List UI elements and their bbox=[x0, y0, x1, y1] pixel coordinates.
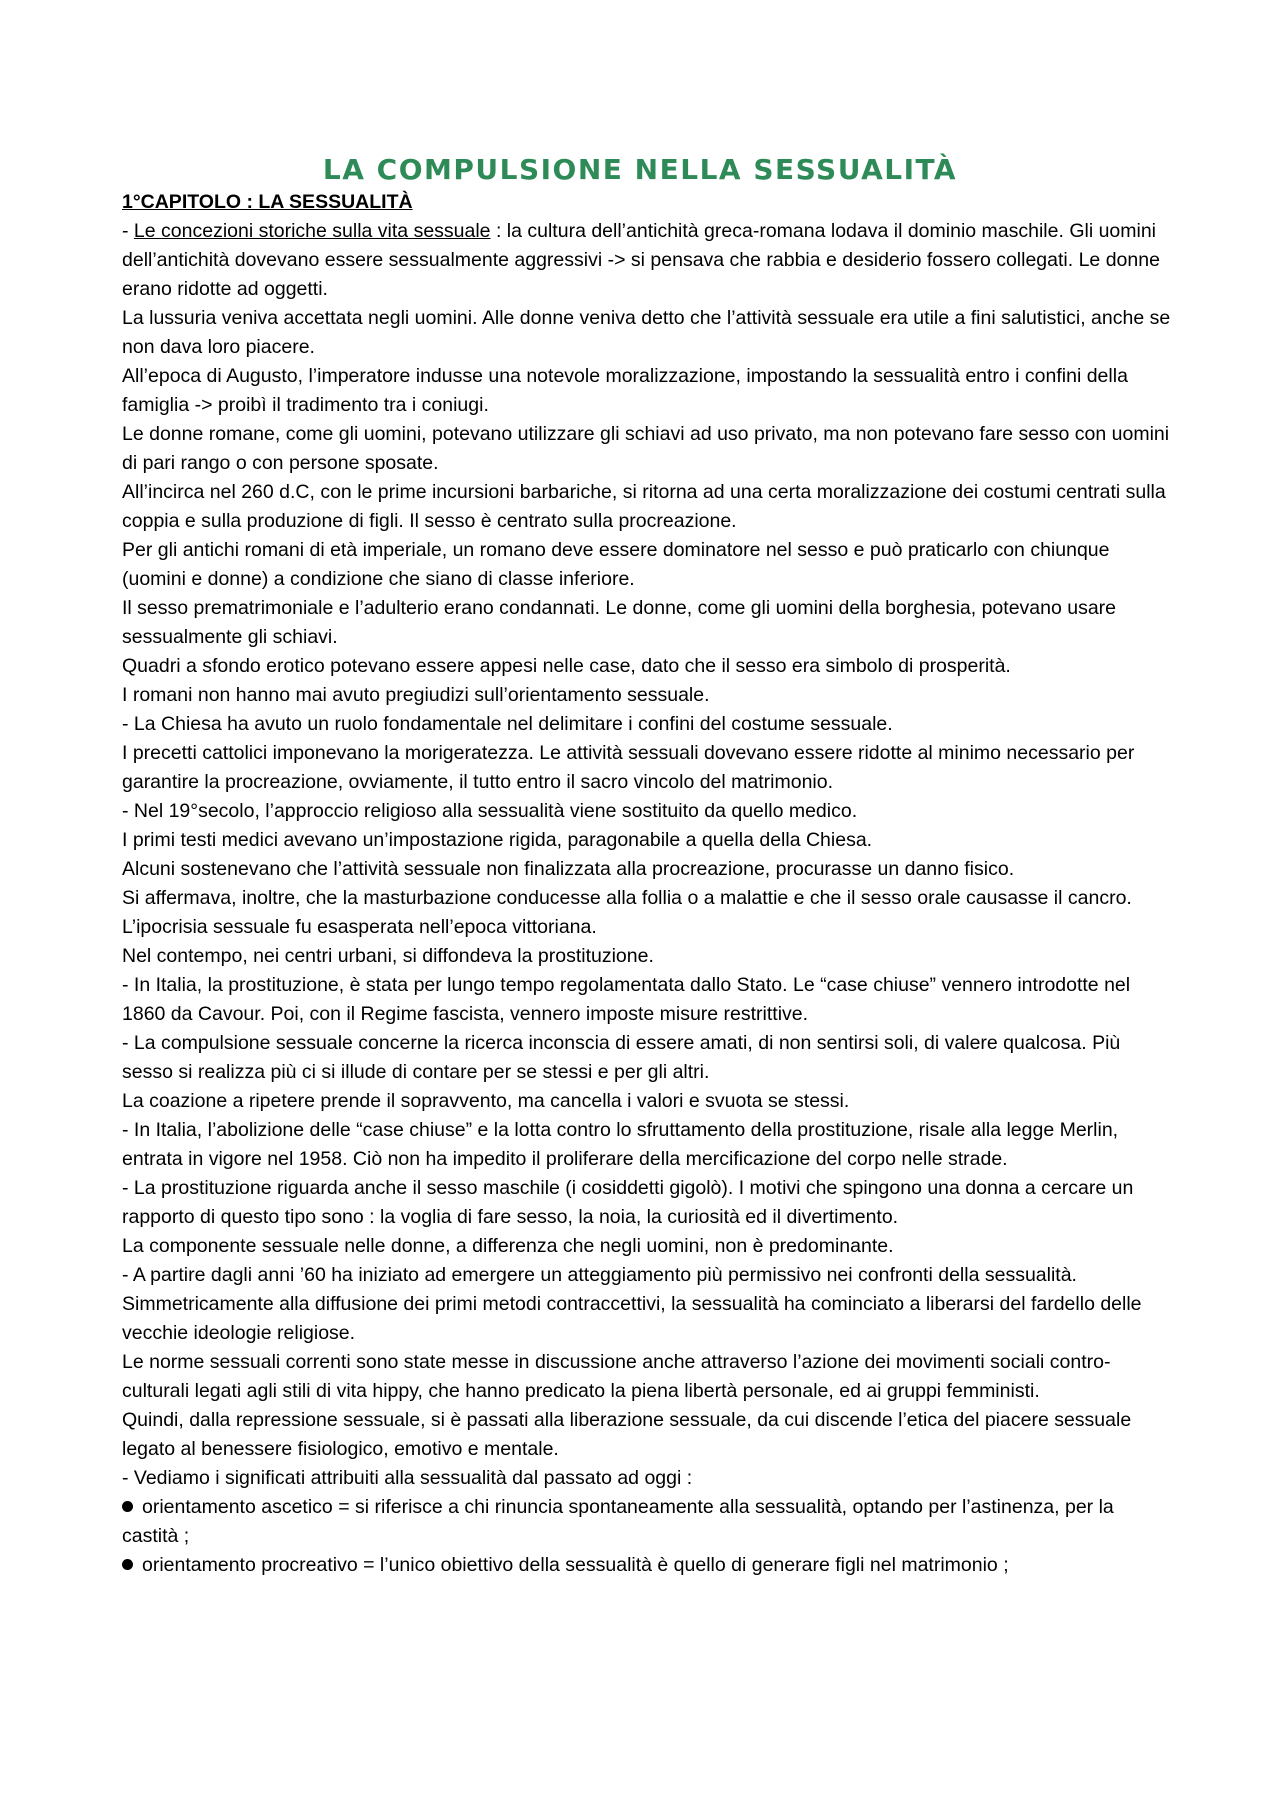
paragraph-text: : la cultura dell’antichità greca-romana lodava il dominio maschile. Gli uomini dell’antichità dovevano essere sessualmente aggressivi -> si pensava che rabbia e desiderio fossero collegati. Le donne erano ridotte ad oggetti. bbox=[122, 220, 1160, 300]
underlined-topic: Le concezioni storiche sulla vita sessuale bbox=[133, 220, 491, 242]
paragraph: - In Italia, l’abolizione delle “case chiuse” e la lotta contro lo sfruttamento della prostituzione, risale alla legge Merlin, entrata in vigore nel 1958. Ciò non ha impedito il proliferare della mercificazione del corpo nelle strade. bbox=[122, 1119, 1119, 1170]
bullet-text: orientamento procreativo = l’unico obiettivo della sessualità è quello di generare figli nel matrimonio ; bbox=[142, 1554, 1009, 1576]
bullet-text: orientamento ascetico = si riferisce a chi rinuncia spontaneamente alla sessualità, optando per l’astinenza, per la castità ; bbox=[122, 1496, 1114, 1547]
paragraph: - La compulsione sessuale concerne la ricerca inconscia di essere amati, di non sentirsi soli, di valere qualcosa. Più sesso si realizza più ci si illude di contare per se stessi e per gli altri. bbox=[122, 1032, 1121, 1083]
chapter-heading: 1°CAPITOLO : LA SESSUALITÀ bbox=[122, 191, 413, 213]
paragraph: Nel contempo, nei centri urbani, si diffondeva la prostituzione. bbox=[122, 945, 654, 967]
paragraph-prefix: - bbox=[122, 220, 134, 242]
paragraph: - La Chiesa ha avuto un ruolo fondamentale nel delimitare i confini del costume sessuale. bbox=[122, 713, 893, 735]
paragraph: All’incirca nel 260 d.C, con le prime incursioni barbariche, si ritorna ad una certa moralizzazione dei costumi centrati sulla coppia e sulla produzione di figli. Il sesso è centrato sulla procreazione. bbox=[122, 481, 1166, 532]
paragraph: All’epoca di Augusto, l’imperatore indusse una notevole moralizzazione, impostando la sessualità entro i confini della famiglia -> proibì il tradimento tra i coniugi. bbox=[122, 365, 1128, 416]
paragraph: I primi testi medici avevano un’impostazione rigida, paragonabile a quella della Chiesa. bbox=[122, 829, 873, 851]
paragraph: I precetti cattolici imponevano la morigeratezza. Le attività sessuali dovevano essere ridotte al minimo necessario per garantire la procreazione, ovviamente, il tutto entro il sacro vincolo del matrimonio. bbox=[122, 742, 1135, 793]
bullet-item bbox=[122, 1493, 1172, 1551]
paragraph: Il sesso prematrimoniale e l’adulterio erano condannati. Le donne, come gli uomini della borghesia, potevano usare sessualmente gli schiavi. bbox=[122, 597, 1117, 648]
paragraph: La lussuria veniva accettata negli uomini. Alle donne veniva detto che l’attività sessuale era utile a fini salutistici, anche se non dava loro piacere. bbox=[122, 307, 1171, 358]
paragraph: Per gli antichi romani di età imperiale, un romano deve essere dominatore nel sesso e può praticarlo con chiunque (uomini e donne) a condizione che siano di classe inferiore. bbox=[122, 539, 1110, 590]
paragraph: La componente sessuale nelle donne, a differenza che negli uomini, non è predominante. bbox=[122, 1235, 894, 1257]
bullet-list bbox=[122, 1493, 1172, 1580]
paragraph-list bbox=[122, 304, 1172, 1493]
paragraph: - La prostituzione riguarda anche il sesso maschile (i cosiddetti gigolò). I motivi che spingono una donna a cercare un rapporto di questo tipo sono : la voglia di fare sesso, la noia, la curiosità ed il divertimento. bbox=[122, 1177, 1134, 1228]
paragraph: - Vediamo i significati attribuiti alla sessualità dal passato ad oggi : bbox=[122, 1467, 693, 1489]
paragraph: La coazione a ripetere prende il sopravvento, ma cancella i valori e svuota se stessi. bbox=[122, 1090, 850, 1112]
paragraph: - In Italia, la prostituzione, è stata per lungo tempo regolamentata dallo Stato. Le “case chiuse” vennero introdotte nel 1860 da Cavour. Poi, con il Regime fascista, vennero imposte misure restrittive. bbox=[122, 974, 1131, 1025]
document-body bbox=[122, 188, 1172, 1580]
paragraph: - Nel 19°secolo, l’approccio religioso alla sessualità viene sostituito da quello medico. bbox=[122, 800, 858, 822]
document-title: LA COMPULSIONE NELLA SESSUALITÀ bbox=[322, 153, 958, 186]
paragraph: Si affermava, inoltre, che la masturbazione conducesse alla follia o a malattie e che il sesso orale causasse il cancro. bbox=[122, 887, 1132, 909]
paragraph: Le donne romane, come gli uomini, potevano utilizzare gli schiavi ad uso privato, ma non potevano fare sesso con uomini di pari rango o con persone sposate. bbox=[122, 423, 1170, 474]
bullet-item bbox=[122, 1551, 1172, 1580]
paragraph: - A partire dagli anni ’60 ha iniziato ad emergere un atteggiamento più permissivo nei confronti della sessualità. Simmetricamente alla diffusione dei primi metodi contraccettivi, la sessualità ha cominciato a liberarsi del fardello delle vecchie ideologie religiose. bbox=[122, 1264, 1142, 1344]
bullet-dot-icon bbox=[122, 1501, 133, 1512]
paragraph: Quadri a sfondo erotico potevano essere appesi nelle case, dato che il sesso era simbolo di prosperità. bbox=[122, 655, 1011, 677]
paragraph: L’ipocrisia sessuale fu esasperata nell’epoca vittoriana. bbox=[122, 916, 597, 938]
bullet-dot-icon bbox=[122, 1559, 133, 1570]
paragraph: Le norme sessuali correnti sono state messe in discussione anche attraverso l’azione dei movimenti sociali contro-culturali legati agli stili di vita hippy, che hanno predicato la piena libertà personale, ed ai gruppi femministi. bbox=[122, 1351, 1111, 1402]
paragraph: Alcuni sostenevano che l’attività sessuale non finalizzata alla procreazione, procurasse un danno fisico. bbox=[122, 858, 1015, 880]
paragraph bbox=[122, 217, 1172, 304]
paragraph: I romani non hanno mai avuto pregiudizi sull’orientamento sessuale. bbox=[122, 684, 710, 706]
paragraph: Quindi, dalla repressione sessuale, si è passati alla liberazione sessuale, da cui discende l’etica del piacere sessuale legato al benessere fisiologico, emotivo e mentale. bbox=[122, 1409, 1132, 1460]
